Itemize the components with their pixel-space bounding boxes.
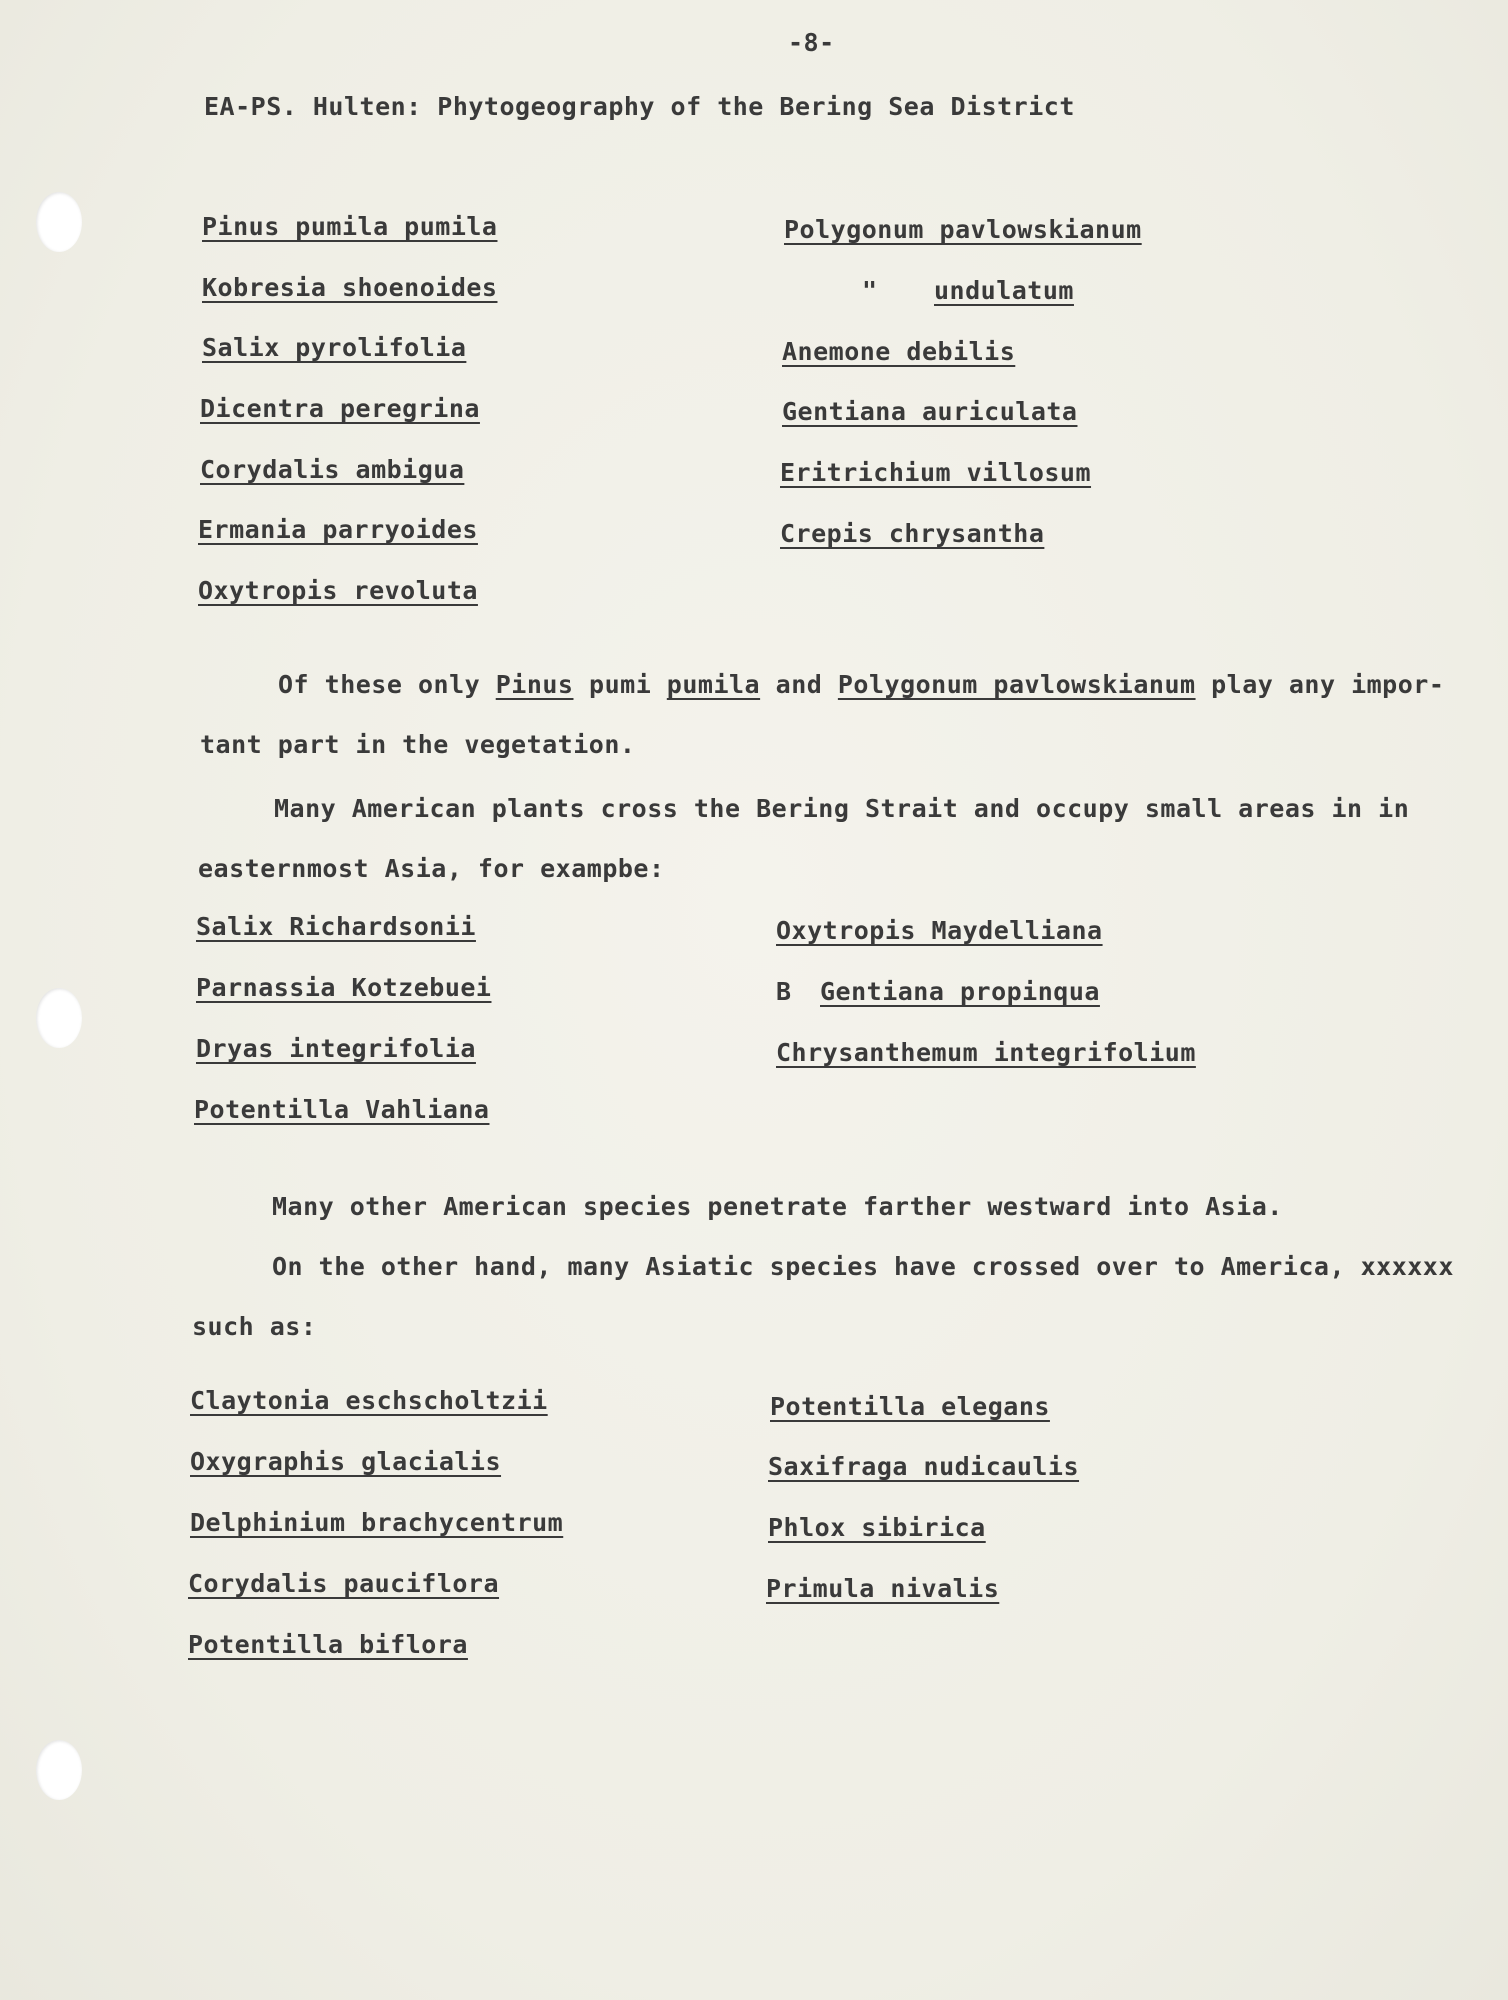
- page-number: -8-: [788, 28, 835, 57]
- species-name: Eritrichium villosum: [780, 458, 1092, 487]
- species-name: Corydalis ambigua: [200, 455, 465, 484]
- page-header: EA-PS. Hulten: Phytogeography of the Bering Sea District: [204, 92, 1075, 121]
- species-name: Polygonum pavlowskianum: [784, 215, 1142, 244]
- species-name: Crepis chrysantha: [780, 519, 1045, 548]
- paragraph-line: such as:: [192, 1312, 317, 1341]
- punch-hole: [36, 1740, 82, 1800]
- species-name: Oxytropis revoluta: [198, 576, 478, 605]
- paragraph-line: easternmost Asia, for exampbe:: [198, 854, 665, 883]
- species-name: Corydalis pauciflora: [188, 1569, 500, 1598]
- species-name: Potentilla Vahliana: [194, 1095, 490, 1124]
- paragraph-line: On the other hand, many Asiatic species have crossed over to America, xxxxxx: [272, 1252, 1454, 1281]
- species-name: Potentilla elegans: [770, 1392, 1050, 1421]
- species-name: Saxifraga nudicaulis: [768, 1452, 1080, 1481]
- species-name: Chrysanthemum integrifolium: [776, 1038, 1196, 1067]
- species-name: Potentilla biflora: [188, 1630, 468, 1659]
- species-name: Primula nivalis: [766, 1574, 1000, 1603]
- punch-hole: [36, 988, 82, 1048]
- species-name: Oxygraphis glacialis: [190, 1447, 502, 1476]
- species-name: Dryas integrifolia: [196, 1034, 476, 1063]
- species-name: Kobresia shoenoides: [202, 273, 498, 302]
- paragraph-line: Many other American species penetrate farther westward into Asia.: [272, 1192, 1283, 1221]
- species-name: Salix pyrolifolia: [202, 333, 467, 362]
- species-name: Pinus pumila pumila: [202, 212, 498, 241]
- species-name: Ermania parryoides: [198, 515, 478, 544]
- paragraph-line: tant part in the vegetation.: [200, 730, 636, 759]
- species-name: Salix Richardsonii: [196, 912, 476, 941]
- species-name: Gentiana propinqua: [820, 977, 1100, 1006]
- species-name: Anemone debilis: [782, 337, 1016, 366]
- list-marker: B: [776, 977, 792, 1006]
- punch-hole: [36, 192, 82, 252]
- species-name: Parnassia Kotzebuei: [196, 973, 492, 1002]
- species-name: Oxytropis Maydelliana: [776, 916, 1103, 945]
- species-name: Delphinium brachycentrum: [190, 1508, 564, 1537]
- species-name: Dicentra peregrina: [200, 394, 480, 423]
- species-name: Claytonia eschscholtzii: [190, 1386, 548, 1415]
- paragraph-line: Of these only Pinus pumi pumila and Polygonum pavlowskianum play any impor-: [278, 670, 1445, 699]
- paragraph-line: Many American plants cross the Bering Strait and occupy small areas in in: [274, 794, 1410, 823]
- species-name: Phlox sibirica: [768, 1513, 986, 1542]
- ditto-mark: ": [862, 276, 878, 305]
- species-name: Gentiana auriculata: [782, 397, 1078, 426]
- species-name: undulatum: [934, 276, 1074, 305]
